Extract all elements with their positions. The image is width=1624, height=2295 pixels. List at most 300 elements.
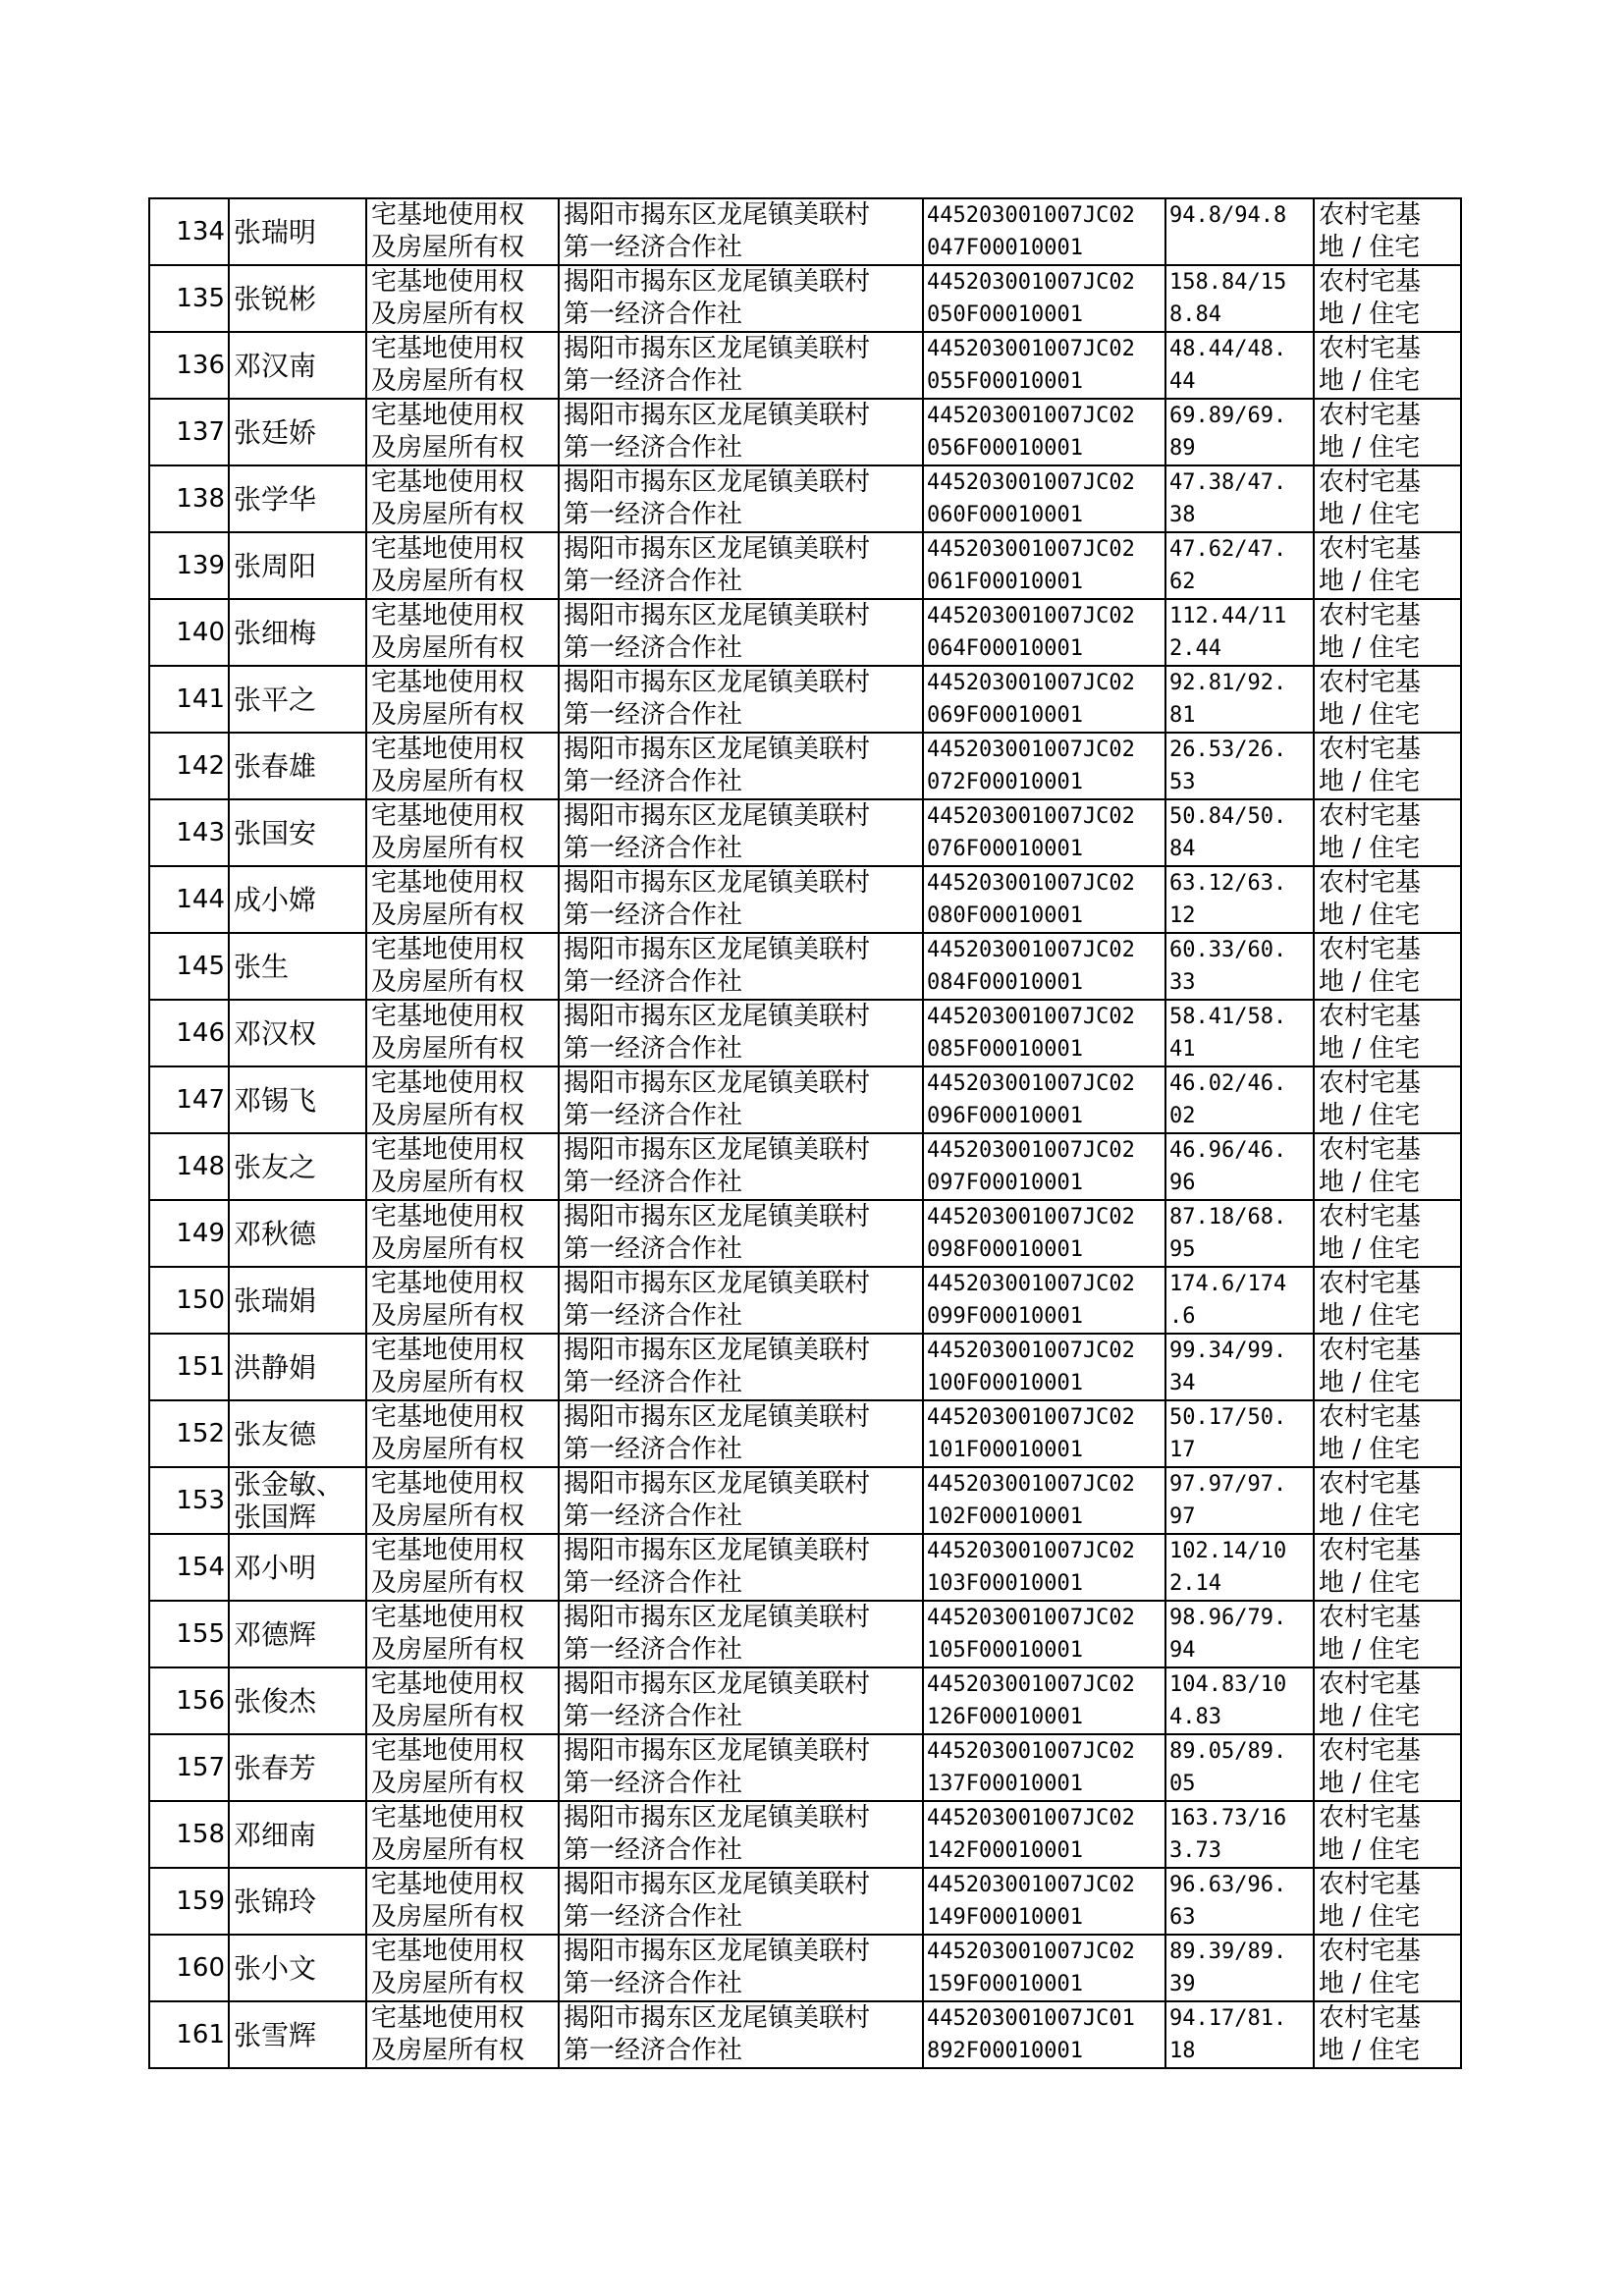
- row-number-cell: 146: [149, 1000, 229, 1066]
- unit-code-line: 056F00010001: [927, 436, 1083, 461]
- unit-code-line: 445203001007JC02: [927, 537, 1135, 562]
- right-type-line: 及房屋所有权: [371, 1502, 525, 1531]
- area-line: 38: [1169, 503, 1196, 527]
- usage-line: 地 / 住宅: [1319, 1568, 1421, 1598]
- owner-name-cell: 张国安: [229, 799, 366, 866]
- usage-line: 农村宅基: [1319, 1669, 1422, 1699]
- row-number-cell: 142: [149, 733, 229, 799]
- right-type-cell: [366, 332, 559, 399]
- right-type-cell: [366, 465, 559, 532]
- right-type-cell: [366, 198, 559, 265]
- unit-code-cell: [923, 866, 1165, 933]
- table-row: [149, 599, 1461, 666]
- unit-code-line: 445203001007JC01: [927, 2006, 1135, 2031]
- usage-line: 地 / 住宅: [1319, 700, 1421, 730]
- table-row: [149, 1601, 1461, 1667]
- right-type-cell: [366, 1267, 559, 1334]
- unit-code-line: 445203001007JC02: [927, 1138, 1135, 1163]
- right-type-line: 及房屋所有权: [371, 1034, 525, 1064]
- area-line: 112.44/11: [1169, 604, 1287, 628]
- right-type-cell: [366, 1400, 559, 1467]
- row-number-cell: 138: [149, 465, 229, 532]
- right-type-line: 及房屋所有权: [371, 433, 525, 463]
- area-cell: [1165, 265, 1314, 332]
- area-line: 48.44/48.: [1169, 337, 1287, 361]
- usage-cell: [1314, 1000, 1461, 1066]
- usage-line: 农村宅基: [1319, 467, 1422, 497]
- row-number-cell: 140: [149, 599, 229, 666]
- unit-code-cell: [923, 1200, 1165, 1267]
- area-line: 2.14: [1169, 1571, 1221, 1596]
- unit-code-line: 445203001007JC02: [927, 1405, 1135, 1430]
- right-type-line: 及房屋所有权: [371, 1368, 525, 1397]
- right-type-cell: [366, 532, 559, 599]
- unit-code-cell: [923, 1601, 1165, 1667]
- unit-code-line: 445203001007JC02: [927, 1606, 1135, 1630]
- table-row: [149, 399, 1461, 465]
- land-owner-cell: [559, 2001, 923, 2068]
- right-type-cell: [366, 933, 559, 1000]
- unit-code-line: 445203001007JC02: [927, 1539, 1135, 1563]
- row-number-cell: 141: [149, 666, 229, 733]
- right-type-line: 及房屋所有权: [371, 1769, 525, 1798]
- table-row: [149, 1801, 1461, 1868]
- row-number-cell: 154: [149, 1534, 229, 1601]
- area-line: 89.39/89.: [1169, 1940, 1287, 1964]
- unit-code-cell: [923, 1066, 1165, 1133]
- table-row: [149, 1267, 1461, 1334]
- owner-name-cell: 邓细南: [229, 1801, 366, 1868]
- right-type-line: 宅基地使用权: [371, 1269, 525, 1298]
- registration-table: [148, 197, 1462, 2069]
- usage-cell: [1314, 733, 1461, 799]
- unit-code-line: 445203001007JC02: [927, 1472, 1135, 1497]
- usage-line: 农村宅基: [1319, 601, 1422, 630]
- unit-code-line: 099F00010001: [927, 1304, 1083, 1329]
- unit-code-cell: [923, 599, 1165, 666]
- land-owner-line: 第一经济合作社: [564, 767, 743, 796]
- owner-name-cell: 张周阳: [229, 532, 366, 599]
- row-number-cell: 156: [149, 1667, 229, 1734]
- owner-name-cell: 张平之: [229, 666, 366, 733]
- area-line: 92.81/92.: [1169, 671, 1287, 695]
- unit-code-line: 103F00010001: [927, 1571, 1083, 1596]
- right-type-line: 及房屋所有权: [371, 834, 525, 863]
- unit-code-cell: [923, 265, 1165, 332]
- area-line: 53: [1169, 770, 1196, 794]
- unit-code-cell: [923, 198, 1165, 265]
- table-row: [149, 1935, 1461, 2001]
- land-owner-line: 揭阳市揭东区龙尾镇美联村: [564, 1002, 871, 1031]
- usage-line: 农村宅基: [1319, 1603, 1422, 1632]
- table-row: [149, 465, 1461, 532]
- land-owner-line: 揭阳市揭东区龙尾镇美联村: [564, 1336, 871, 1365]
- area-line: 94.17/81.: [1169, 2006, 1287, 2031]
- usage-line: 农村宅基: [1319, 401, 1422, 430]
- right-type-cell: [366, 1066, 559, 1133]
- usage-cell: [1314, 1133, 1461, 1200]
- unit-code-line: 096F00010001: [927, 1104, 1083, 1128]
- row-number-cell: 135: [149, 265, 229, 332]
- usage-line: 农村宅基: [1319, 935, 1422, 964]
- right-type-line: 及房屋所有权: [371, 1301, 525, 1331]
- unit-code-line: 445203001007JC02: [927, 337, 1135, 361]
- row-number-cell: 145: [149, 933, 229, 1000]
- right-type-line: 宅基地使用权: [371, 1870, 525, 1899]
- right-type-line: 及房屋所有权: [371, 901, 525, 930]
- area-line: 81: [1169, 703, 1196, 728]
- right-type-line: 宅基地使用权: [371, 1736, 525, 1766]
- land-owner-line: 揭阳市揭东区龙尾镇美联村: [564, 1135, 871, 1165]
- usage-cell: [1314, 666, 1461, 733]
- usage-line: 农村宅基: [1319, 1469, 1422, 1499]
- land-owner-line: 第一经济合作社: [564, 834, 743, 863]
- usage-line: 地 / 住宅: [1319, 767, 1421, 796]
- area-cell: [1165, 866, 1314, 933]
- unit-code-line: 102F00010001: [927, 1504, 1083, 1529]
- area-line: 33: [1169, 970, 1196, 995]
- right-type-cell: [366, 265, 559, 332]
- area-line: 44: [1169, 369, 1196, 394]
- row-number-cell: 148: [149, 1133, 229, 1200]
- right-type-line: 及房屋所有权: [371, 1168, 525, 1197]
- usage-line: 地 / 住宅: [1319, 1034, 1421, 1064]
- row-number-cell: 160: [149, 1935, 229, 2001]
- right-type-line: 宅基地使用权: [371, 267, 525, 297]
- area-line: 17: [1169, 1438, 1196, 1462]
- unit-code-line: 445203001007JC02: [927, 1806, 1135, 1831]
- unit-code-line: 080F00010001: [927, 903, 1083, 928]
- unit-code-line: 047F00010001: [927, 236, 1083, 260]
- area-line: 163.73/16: [1169, 1806, 1287, 1831]
- table-row: [149, 1534, 1461, 1601]
- usage-line: 地 / 住宅: [1319, 1101, 1421, 1130]
- owner-name-cell: 张瑞娟: [229, 1267, 366, 1334]
- usage-line: 地 / 住宅: [1319, 500, 1421, 529]
- usage-cell: [1314, 599, 1461, 666]
- unit-code-cell: [923, 1801, 1165, 1868]
- usage-line: 地 / 住宅: [1319, 1435, 1421, 1464]
- area-cell: [1165, 666, 1314, 733]
- unit-code-line: 445203001007JC02: [927, 1205, 1135, 1229]
- unit-code-line: 445203001007JC02: [927, 1739, 1135, 1764]
- right-type-line: 及房屋所有权: [371, 2036, 525, 2065]
- right-type-line: 宅基地使用权: [371, 2003, 525, 2033]
- land-owner-cell: [559, 1133, 923, 1200]
- right-type-line: 宅基地使用权: [371, 868, 525, 898]
- unit-code-cell: [923, 2001, 1165, 2068]
- land-owner-cell: [559, 1334, 923, 1400]
- unit-code-line: 098F00010001: [927, 1237, 1083, 1262]
- unit-code-line: 445203001007JC02: [927, 203, 1135, 228]
- right-type-line: 宅基地使用权: [371, 1336, 525, 1365]
- area-cell: [1165, 1801, 1314, 1868]
- land-owner-line: 揭阳市揭东区龙尾镇美联村: [564, 935, 871, 964]
- usage-cell: [1314, 332, 1461, 399]
- land-owner-line: 第一经济合作社: [564, 633, 743, 663]
- land-owner-cell: [559, 1267, 923, 1334]
- right-type-line: 宅基地使用权: [371, 334, 525, 363]
- area-cell: [1165, 198, 1314, 265]
- row-number-cell: 159: [149, 1868, 229, 1935]
- area-line: 96: [1169, 1171, 1196, 1195]
- land-owner-cell: [559, 1534, 923, 1601]
- table-row: [149, 2001, 1461, 2068]
- unit-code-cell: [923, 1667, 1165, 1734]
- land-owner-line: 第一经济合作社: [564, 1168, 743, 1197]
- unit-code-line: 445203001007JC02: [927, 470, 1135, 495]
- owner-name-cell: 张小文: [229, 1935, 366, 2001]
- usage-line: 地 / 住宅: [1319, 1368, 1421, 1397]
- unit-code-line: 126F00010001: [927, 1705, 1083, 1729]
- land-owner-line: 揭阳市揭东区龙尾镇美联村: [564, 668, 871, 697]
- area-line: 46.96/46.: [1169, 1138, 1287, 1163]
- right-type-cell: [366, 399, 559, 465]
- land-owner-line: 揭阳市揭东区龙尾镇美联村: [564, 2003, 871, 2033]
- land-owner-line: 揭阳市揭东区龙尾镇美联村: [564, 1603, 871, 1632]
- area-line: 98.96/79.: [1169, 1606, 1287, 1630]
- unit-code-line: 061F00010001: [927, 570, 1083, 594]
- land-owner-line: 揭阳市揭东区龙尾镇美联村: [564, 801, 871, 831]
- right-type-line: 宅基地使用权: [371, 601, 525, 630]
- area-line: 47.62/47.: [1169, 537, 1287, 562]
- row-number-cell: 155: [149, 1601, 229, 1667]
- usage-line: 农村宅基: [1319, 267, 1422, 297]
- unit-code-line: 445203001007JC02: [927, 938, 1135, 962]
- owner-name-cell: 张俊杰: [229, 1667, 366, 1734]
- right-type-line: 宅基地使用权: [371, 1402, 525, 1432]
- unit-code-cell: [923, 733, 1165, 799]
- unit-code-line: 097F00010001: [927, 1171, 1083, 1195]
- usage-cell: [1314, 933, 1461, 1000]
- area-line: 63: [1169, 1905, 1196, 1930]
- usage-line: 农村宅基: [1319, 2003, 1422, 2033]
- land-owner-cell: [559, 666, 923, 733]
- table-row: [149, 532, 1461, 599]
- usage-line: 农村宅基: [1319, 1135, 1422, 1165]
- land-owner-line: 第一经济合作社: [564, 1034, 743, 1064]
- usage-line: 地 / 住宅: [1319, 967, 1421, 997]
- unit-code-line: 445203001007JC02: [927, 1873, 1135, 1897]
- row-number-cell: 150: [149, 1267, 229, 1334]
- unit-code-line: 445203001007JC02: [927, 1272, 1135, 1296]
- land-owner-cell: [559, 1734, 923, 1801]
- area-line: 97: [1169, 1504, 1196, 1529]
- right-type-line: 及房屋所有权: [371, 366, 525, 396]
- area-cell: [1165, 332, 1314, 399]
- area-cell: [1165, 465, 1314, 532]
- right-type-cell: [366, 1000, 559, 1066]
- land-owner-cell: [559, 1467, 923, 1534]
- row-number-cell: 139: [149, 532, 229, 599]
- unit-code-line: 137F00010001: [927, 1772, 1083, 1796]
- row-number-cell: 152: [149, 1400, 229, 1467]
- table-row: [149, 866, 1461, 933]
- right-type-line: 宅基地使用权: [371, 401, 525, 430]
- usage-line: 地 / 住宅: [1319, 2036, 1421, 2065]
- area-line: 96.63/96.: [1169, 1873, 1287, 1897]
- area-cell: [1165, 1066, 1314, 1133]
- land-owner-line: 揭阳市揭东区龙尾镇美联村: [564, 1669, 871, 1699]
- land-owner-line: 揭阳市揭东区龙尾镇美联村: [564, 1536, 871, 1565]
- unit-code-cell: [923, 1734, 1165, 1801]
- owner-name-cell: 张锐彬: [229, 265, 366, 332]
- area-line: 89.05/89.: [1169, 1739, 1287, 1764]
- table-row: [149, 733, 1461, 799]
- row-number-cell: 158: [149, 1801, 229, 1868]
- usage-line: 地 / 住宅: [1319, 1635, 1421, 1665]
- right-type-line: 宅基地使用权: [371, 668, 525, 697]
- area-line: 102.14/10: [1169, 1539, 1287, 1563]
- land-owner-line: 揭阳市揭东区龙尾镇美联村: [564, 1402, 871, 1432]
- usage-cell: [1314, 1534, 1461, 1601]
- area-line: 4.83: [1169, 1705, 1221, 1729]
- land-owner-line: 第一经济合作社: [564, 1969, 743, 1998]
- usage-cell: [1314, 1200, 1461, 1267]
- area-line: 02: [1169, 1104, 1196, 1128]
- row-number-cell: 161: [149, 2001, 229, 2068]
- table-row: [149, 265, 1461, 332]
- land-owner-line: 第一经济合作社: [564, 1635, 743, 1665]
- land-owner-line: 揭阳市揭东区龙尾镇美联村: [564, 334, 871, 363]
- right-type-line: 及房屋所有权: [371, 1435, 525, 1464]
- land-owner-line: 第一经济合作社: [564, 1835, 743, 1865]
- usage-line: 农村宅基: [1319, 1269, 1422, 1298]
- usage-line: 农村宅基: [1319, 334, 1422, 363]
- usage-line: 地 / 住宅: [1319, 901, 1421, 930]
- area-line: 34: [1169, 1371, 1196, 1395]
- right-type-line: 宅基地使用权: [371, 1135, 525, 1165]
- right-type-cell: [366, 1868, 559, 1935]
- table-row: [149, 1066, 1461, 1133]
- usage-line: 农村宅基: [1319, 1202, 1422, 1231]
- usage-line: 地 / 住宅: [1319, 1702, 1421, 1731]
- area-line: 94.8/94.8: [1169, 203, 1287, 228]
- usage-cell: [1314, 2001, 1461, 2068]
- land-owner-cell: [559, 532, 923, 599]
- owner-name-cell: 张廷娇: [229, 399, 366, 465]
- usage-line: 地 / 住宅: [1319, 1301, 1421, 1331]
- land-owner-cell: [559, 465, 923, 532]
- area-cell: [1165, 1267, 1314, 1334]
- usage-line: 农村宅基: [1319, 1870, 1422, 1899]
- land-owner-line: 第一经济合作社: [564, 1769, 743, 1798]
- land-owner-line: 揭阳市揭东区龙尾镇美联村: [564, 467, 871, 497]
- usage-line: 地 / 住宅: [1319, 1234, 1421, 1264]
- area-cell: [1165, 1400, 1314, 1467]
- unit-code-line: 069F00010001: [927, 703, 1083, 728]
- right-type-line: 宅基地使用权: [371, 801, 525, 831]
- unit-code-cell: [923, 399, 1165, 465]
- unit-code-line: 055F00010001: [927, 369, 1083, 394]
- area-line: [1169, 232, 1313, 264]
- land-owner-line: 第一经济合作社: [564, 366, 743, 396]
- land-owner-line: 第一经济合作社: [564, 1702, 743, 1731]
- right-type-line: 宅基地使用权: [371, 735, 525, 764]
- unit-code-line: 445203001007JC02: [927, 738, 1135, 762]
- right-type-line: 宅基地使用权: [371, 1002, 525, 1031]
- owner-name-cell: 张学华: [229, 465, 366, 532]
- unit-code-line: 892F00010001: [927, 2039, 1083, 2063]
- row-number-cell: 136: [149, 332, 229, 399]
- row-number-cell: 134: [149, 198, 229, 265]
- land-owner-line: 第一经济合作社: [564, 967, 743, 997]
- usage-cell: [1314, 1334, 1461, 1400]
- unit-code-line: 445203001007JC02: [927, 604, 1135, 628]
- unit-code-line: 050F00010001: [927, 302, 1083, 327]
- right-type-line: 宅基地使用权: [371, 467, 525, 497]
- table-row: [149, 1667, 1461, 1734]
- area-line: 50.84/50.: [1169, 804, 1287, 829]
- usage-line: 农村宅基: [1319, 801, 1422, 831]
- unit-code-line: 445203001007JC02: [927, 1005, 1135, 1029]
- land-owner-line: 第一经济合作社: [564, 1101, 743, 1130]
- right-type-line: 及房屋所有权: [371, 767, 525, 796]
- right-type-line: 宅基地使用权: [371, 1469, 525, 1499]
- land-owner-line: 第一经济合作社: [564, 1568, 743, 1598]
- usage-line: 地 / 住宅: [1319, 1769, 1421, 1798]
- unit-code-line: 445203001007JC02: [927, 804, 1135, 829]
- right-type-cell: [366, 1200, 559, 1267]
- right-type-cell: [366, 1334, 559, 1400]
- unit-code-line: 142F00010001: [927, 1838, 1083, 1863]
- owner-name-cell: 张金敏、张国辉: [229, 1467, 366, 1534]
- usage-cell: [1314, 532, 1461, 599]
- owner-name-cell: 邓德辉: [229, 1601, 366, 1667]
- right-type-cell: [366, 1734, 559, 1801]
- land-owner-line: 揭阳市揭东区龙尾镇美联村: [564, 401, 871, 430]
- table-row: [149, 1467, 1461, 1534]
- unit-code-line: 100F00010001: [927, 1371, 1083, 1395]
- land-owner-cell: [559, 1601, 923, 1667]
- owner-name-cell: 张雪辉: [229, 2001, 366, 2068]
- unit-code-cell: [923, 799, 1165, 866]
- right-type-cell: [366, 1801, 559, 1868]
- right-type-cell: [366, 733, 559, 799]
- unit-code-line: 445203001007JC02: [927, 871, 1135, 896]
- land-owner-line: 揭阳市揭东区龙尾镇美联村: [564, 735, 871, 764]
- owner-name-cell: 张瑞明: [229, 198, 366, 265]
- row-number-cell: 149: [149, 1200, 229, 1267]
- right-type-line: 及房屋所有权: [371, 1234, 525, 1264]
- area-line: 158.84/15: [1169, 270, 1287, 295]
- unit-code-cell: [923, 1467, 1165, 1534]
- land-owner-cell: [559, 399, 923, 465]
- usage-line: 地 / 住宅: [1319, 567, 1421, 596]
- usage-line: 农村宅基: [1319, 868, 1422, 898]
- area-line: 94: [1169, 1638, 1196, 1663]
- right-type-line: 及房屋所有权: [371, 700, 525, 730]
- unit-code-line: 076F00010001: [927, 837, 1083, 861]
- owner-name-cell: 邓小明: [229, 1534, 366, 1601]
- land-owner-line: 揭阳市揭东区龙尾镇美联村: [564, 1202, 871, 1231]
- unit-code-cell: [923, 332, 1165, 399]
- area-cell: [1165, 1200, 1314, 1267]
- area-line: 41: [1169, 1037, 1196, 1062]
- right-type-cell: [366, 1601, 559, 1667]
- usage-line: 地 / 住宅: [1319, 1168, 1421, 1197]
- right-type-cell: [366, 666, 559, 733]
- row-number-cell: 144: [149, 866, 229, 933]
- unit-code-cell: [923, 465, 1165, 532]
- unit-code-cell: [923, 1935, 1165, 2001]
- land-owner-cell: [559, 1667, 923, 1734]
- usage-cell: [1314, 1734, 1461, 1801]
- right-type-line: 及房屋所有权: [371, 1101, 525, 1130]
- land-owner-cell: [559, 733, 923, 799]
- unit-code-line: 445203001007JC02: [927, 1940, 1135, 1964]
- area-cell: [1165, 1935, 1314, 2001]
